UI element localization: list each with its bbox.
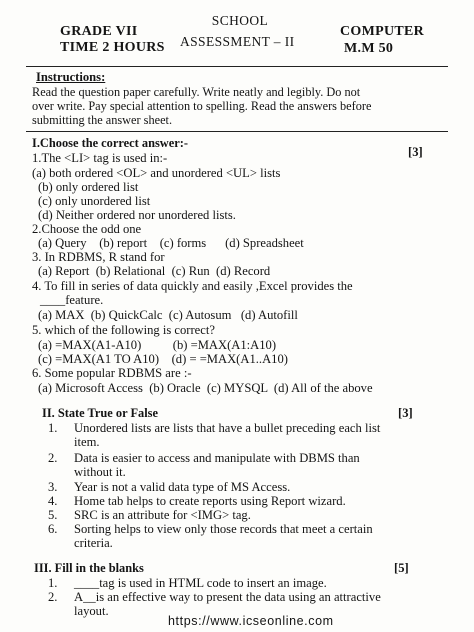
- school-label: SCHOOL: [211, 13, 269, 28]
- q1-option-b: (b) only ordered list: [38, 180, 139, 194]
- instructions-top-rule: [26, 66, 448, 67]
- section1-heading: I.Choose the correct answer:-: [32, 136, 188, 150]
- instructions-line: Read the question paper carefully. Write neatly and legibly. Do not: [32, 85, 361, 99]
- tf-statement: SRC is an attribute for <IMG> tag.: [74, 508, 251, 522]
- instructions-line: over write. Pay special attention to spelling. Read the answers before: [32, 99, 372, 113]
- fib-number: 1.: [48, 576, 58, 590]
- marks-label: M.M 50: [344, 41, 394, 56]
- instructions-heading: Instructions:: [36, 70, 106, 84]
- tf-statement: Home tab helps to create reports using Report wizard.: [74, 494, 346, 508]
- q5-text: 5. which of the following is correct?: [32, 323, 215, 337]
- tf-statement: Year is not a valid data type of MS Access.: [74, 480, 291, 494]
- tf-statement-cont: criteria.: [74, 536, 113, 550]
- tf-number: 3.: [48, 480, 58, 494]
- fib-number: 2.: [48, 590, 58, 604]
- grade-label: GRADE VII: [60, 24, 138, 39]
- tf-statement-cont: without it.: [74, 465, 126, 479]
- q2-text: 2.Choose the odd one: [32, 222, 142, 236]
- tf-statement: Data is easier to access and manipulate with DBMS than: [74, 451, 360, 465]
- instructions-line: submitting the answer sheet.: [32, 113, 173, 127]
- tf-number: 4.: [48, 494, 58, 508]
- q1-text: 1.The <LI> tag is used in:-: [32, 151, 168, 165]
- section3-heading: III. Fill in the blanks: [34, 561, 144, 575]
- q1-option-a: (a) both ordered <OL> and unordered <UL> lists: [32, 166, 281, 180]
- tf-number: 6.: [48, 522, 58, 536]
- q2-options: (a) Query (b) report (c) forms (d) Spreadsheet: [38, 236, 304, 250]
- q3-options: (a) Report (b) Relational (c) Run (d) Record: [38, 264, 271, 278]
- section2-marks: [3]: [398, 406, 413, 420]
- time-label: TIME 2 HOURS: [60, 40, 165, 55]
- q1-option-d: (d) Neither ordered nor unordered lists.: [38, 208, 236, 222]
- q4-options: (a) MAX (b) QuickCalc (c) Autosum (d) Autofill: [38, 308, 298, 322]
- subject-label: COMPUTER: [340, 24, 425, 39]
- assessment-label: ASSESSMENT – II: [180, 34, 295, 49]
- q4-text: 4. To fill in series of data quickly and easily ,Excel provides the: [32, 279, 353, 293]
- section1-marks: [3]: [408, 145, 423, 159]
- tf-statement-cont: item.: [74, 435, 100, 449]
- q1-option-c: (c) only unordered list: [38, 194, 151, 208]
- q5-options-ab: (a) =MAX(A1-A10) (b) =MAX(A1:A10): [38, 338, 277, 352]
- section3-marks: [5]: [394, 561, 409, 575]
- q3-text: 3. In RDBMS, R stand for: [32, 250, 165, 264]
- q6-text: 6. Some popular RDBMS are :-: [32, 366, 192, 380]
- q4-text-cont: ____feature.: [40, 293, 104, 307]
- q5-options-cd: (c) =MAX(A1 TO A10) (d) = =MAX(A1..A10): [38, 352, 288, 366]
- section2-heading: II. State True or False: [42, 406, 158, 420]
- tf-number: 1.: [48, 421, 58, 435]
- fib-statement-cont: layout.: [74, 604, 109, 618]
- tf-number: 2.: [48, 451, 58, 465]
- tf-number: 5.: [48, 508, 58, 522]
- tf-statement: Sorting helps to view only those records that meet a certain: [74, 522, 373, 536]
- fib-statement: A__is an effective way to present the data using an attractive: [74, 590, 381, 604]
- footer-url[interactable]: https://www.icseonline.com: [168, 614, 334, 628]
- q6-options: (a) Microsoft Access (b) Oracle (c) MYSQL (d) All of the above: [38, 381, 373, 395]
- tf-statement: Unordered lists are lists that have a bullet preceding each list: [74, 421, 381, 435]
- fib-statement: ____tag is used in HTML code to insert an image.: [74, 576, 327, 590]
- instructions-bottom-rule: [26, 131, 448, 132]
